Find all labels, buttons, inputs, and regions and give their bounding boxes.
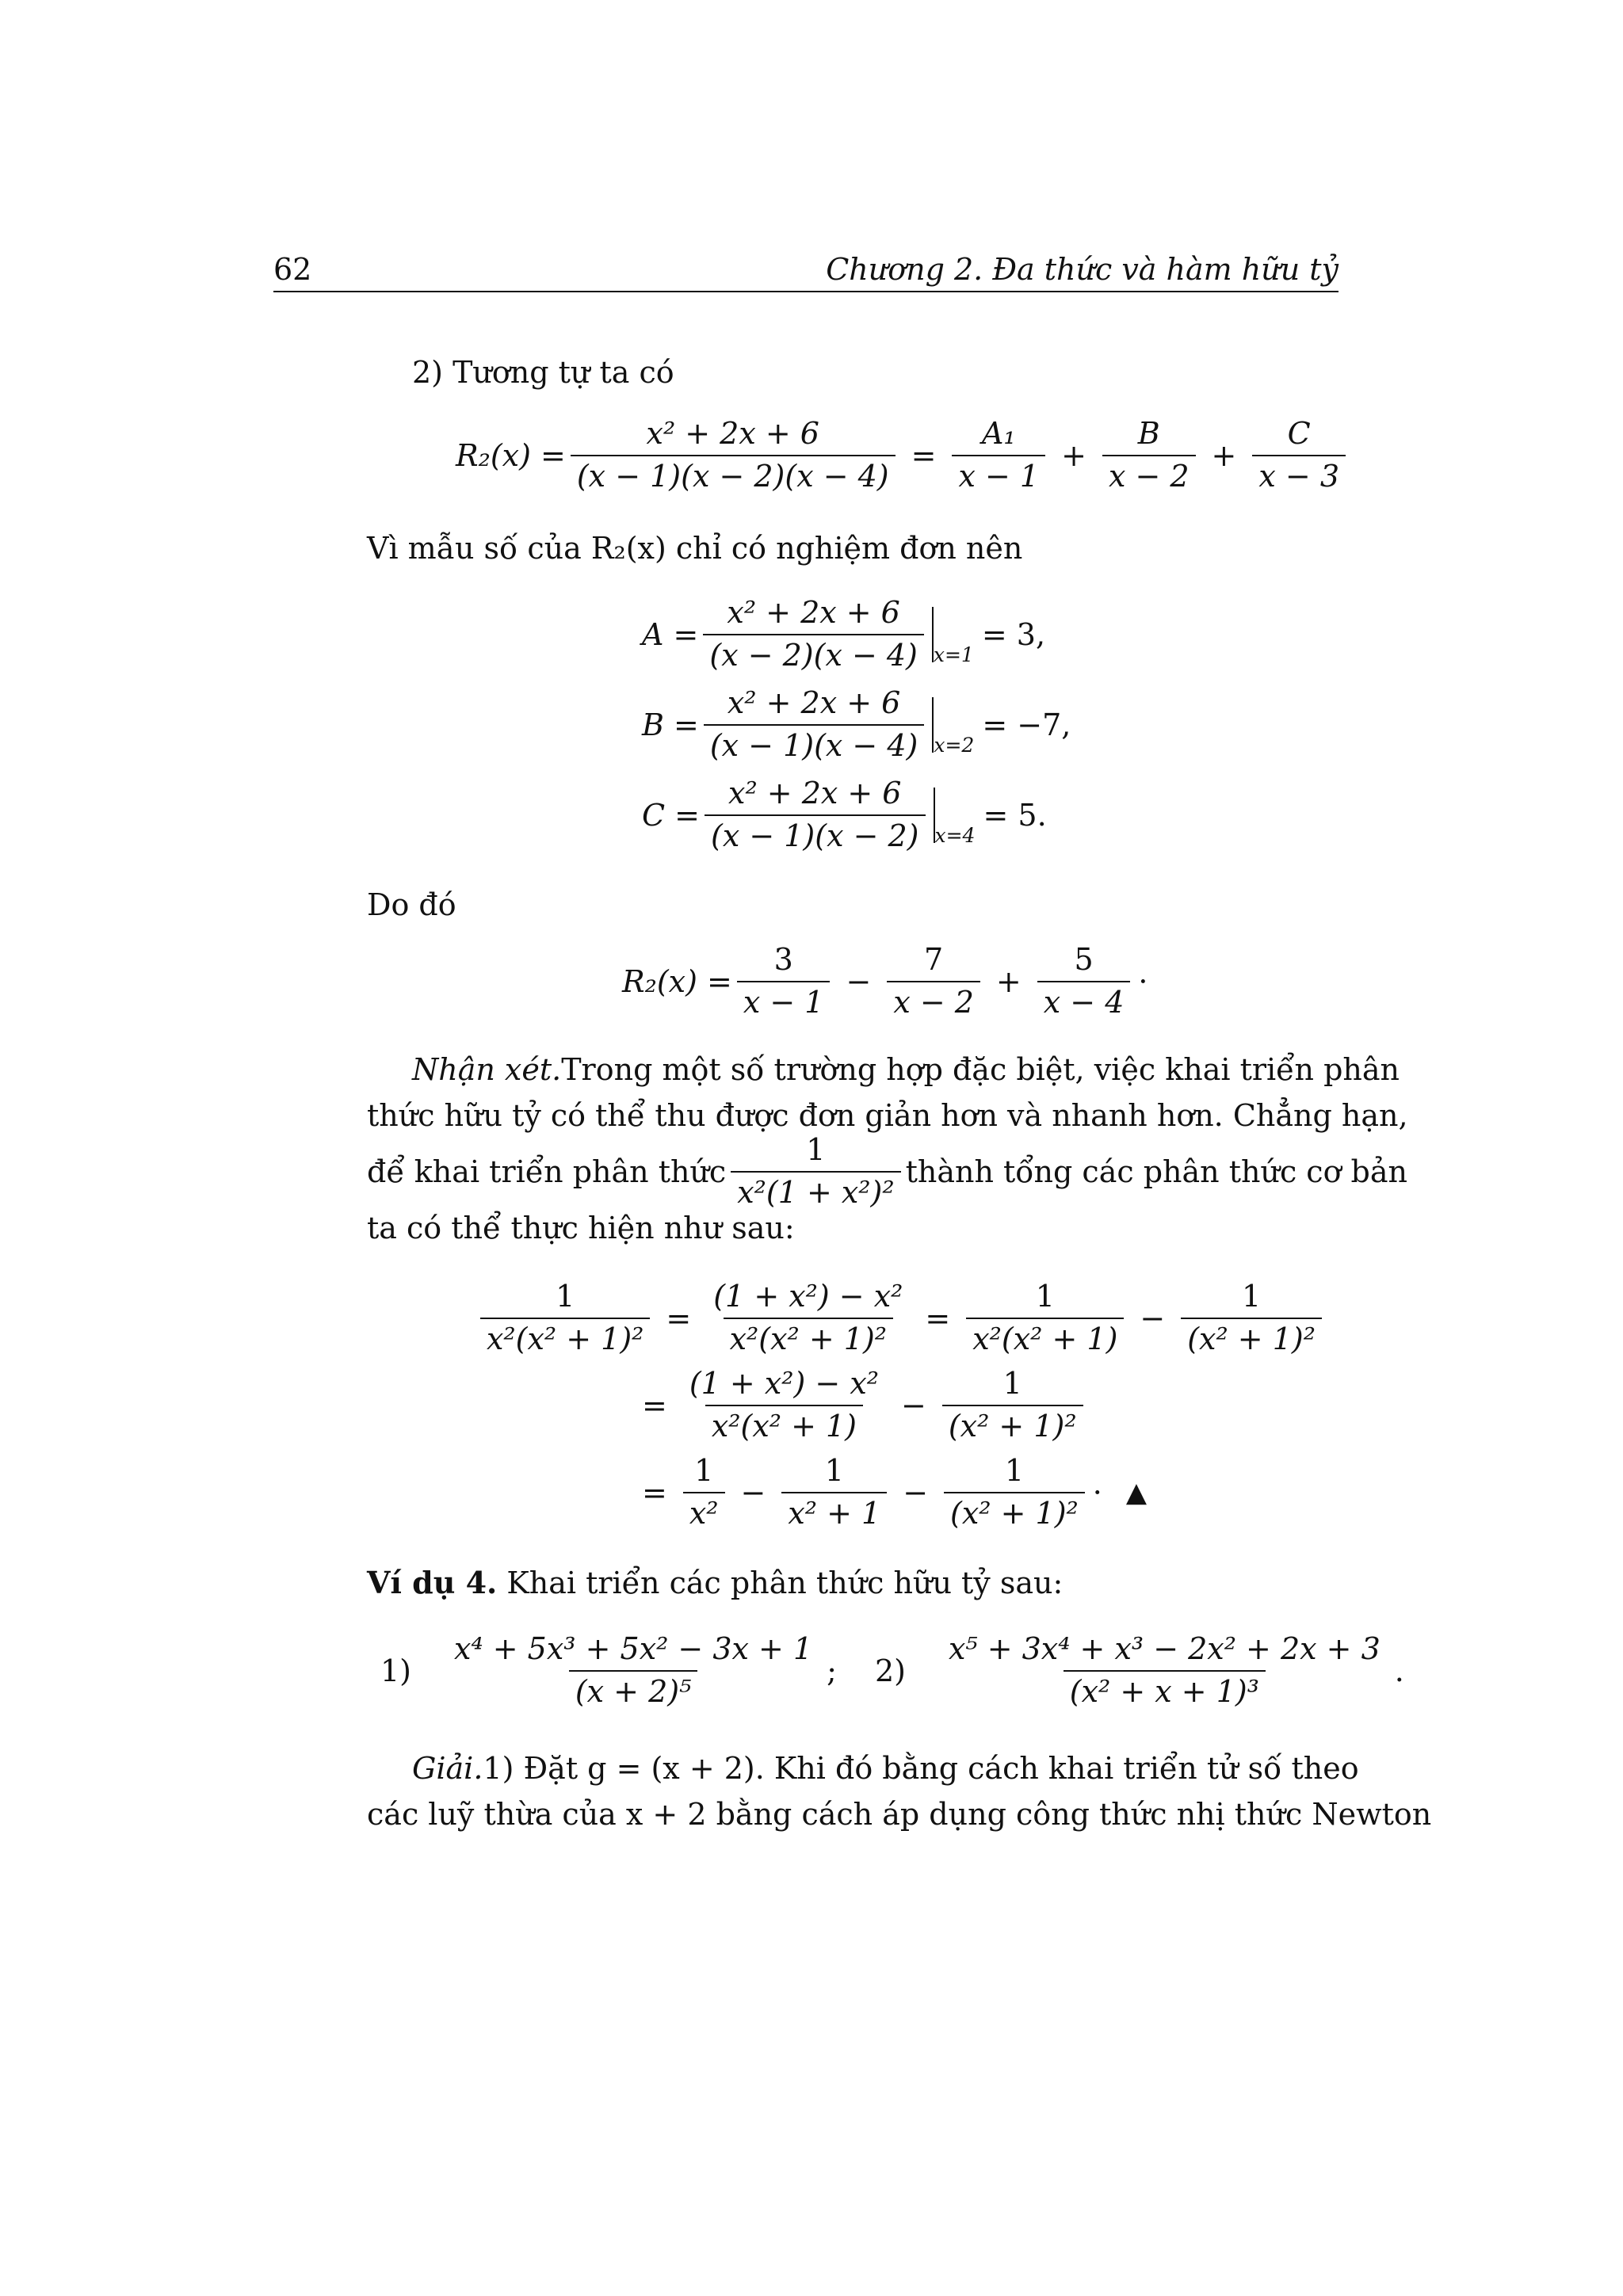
header-rule xyxy=(273,291,1338,292)
eq-coef-a: A = $\frac{\text{x² + 2x + 6}}{(x - 2)(x - 4)}$ x=1 = 3, xyxy=(642,595,1046,673)
chapter-title: Chương 2. Đa thức và hàm hữu tỷ xyxy=(826,252,1338,287)
fraction: $\frac{5}{x - 4}$ xyxy=(1037,943,1131,1020)
eq-coef-b: B = $\frac{\text{x² + 2x + 6}}{(x - 1)(x - 4)}$ x=2 = −7, xyxy=(642,685,1071,763)
page-number: 62 xyxy=(273,252,312,287)
fraction: $\frac{1}{\text{x²(x² + 1)}}$ xyxy=(966,1280,1124,1356)
fraction: $\frac{7}{x - 2}$ xyxy=(887,943,980,1020)
fraction: $\frac{1}{\text{x² + 1}}$ xyxy=(781,1454,887,1531)
fraction: $\frac{\text{(1 + x²) − x²}}{\text{x²(x² + 1)}}$ xyxy=(689,1366,879,1444)
fraction: $\frac{\text{(1 + x²) − x²}}{\text{x²(x² + 1)²}}$ xyxy=(713,1279,903,1356)
fraction: $\frac{3}{x - 1}$ xyxy=(737,943,831,1020)
remark-line-1: Nhận xét. Trong một số trường hợp đặc biệt, việc khai triển phân xyxy=(412,1052,1400,1087)
eq-r2-result: R₂(x) = $\frac{3}{x - 1}$ − $\frac{7}{x - 2}$ + $\frac{5}{x - 4}$ · xyxy=(622,942,1148,1020)
remark-line-4: ta có thể thực hiện như sau: xyxy=(367,1211,795,1245)
simple-roots-text: Vì mẫu số của R₂(x) chỉ có nghiệm đơn nên xyxy=(367,531,1023,566)
fraction: $\frac{\text{A₁}}{x - 1}$ xyxy=(952,417,1045,494)
solution-line-1: Giải. 1) Đặt g = (x + 2). Khi đó bằng cách khai triển tử số theo xyxy=(412,1751,1359,1786)
example-4-items: 1) $\frac{\text{x⁴ + 5x³ + 5x² − 3x + 1}}{\text{(x + 2)⁵}}$ ; 2) $\frac{\text{x⁵ + 3x⁴ + x³ − 2x² + 2x + 3}}{\text{(x² + x + 1)³}}$ . xyxy=(380,1631,1404,1709)
eq-remark-row-1: $\frac{1}{\text{x²(x² + 1)²}}$ = $\frac{\text{(1 + x²) − x²}}{\text{x²(x² + 1)²}}$ = $\frac{1}{\text{x²(x² + 1)}}$ − $\frac{1}{\text{(x² + 1)²}}$ xyxy=(475,1280,1327,1356)
fraction: $\frac{\text{x⁴ + 5x³ + 5x² − 3x + 1}}{\text{(x + 2)⁵}}$ xyxy=(454,1631,813,1709)
solution-line-2: các luỹ thừa của x + 2 bằng cách áp dụng công thức nhị thức Newton xyxy=(367,1797,1432,1832)
remark-label: Nhận xét. xyxy=(412,1052,562,1087)
remark-line-3: để khai triển phân thức $\frac{1}{\text{x²(1 + x²)²}}$ thành tổng các phân thức cơ bản xyxy=(367,1132,1407,1210)
solution-label: Giải. xyxy=(412,1751,483,1786)
therefore-text: Do đó xyxy=(367,887,456,922)
fraction: $\frac{\text{x² + 2x + 6}}{(x - 1)(x - 4)}$ xyxy=(704,686,925,763)
remark-line-2: thức hữu tỷ có thể thu được đơn giản hơn và nhanh hơn. Chẳng hạn, xyxy=(367,1098,1408,1133)
fraction: $\frac{1}{\text{x²(x² + 1)²}}$ xyxy=(480,1280,650,1356)
fraction: $\frac{\text{x² + 2x + 6}}{(x - 1)(x - 2)(x - 4)}$ xyxy=(571,417,896,494)
fraction: $\frac{\text{x² + 2x + 6}}{(x - 2)(x - 4)}$ xyxy=(703,596,924,673)
fraction: $\frac{\text{x² + 2x + 6}}{(x - 1)(x - 2)}$ xyxy=(705,776,926,853)
inline-fraction: $\frac{1}{\text{x²(1 + x²)²}}$ xyxy=(731,1133,900,1210)
part2-intro: 2) Tương tự ta có xyxy=(412,355,674,390)
fraction: $\frac{1}{\text{(x² + 1)²}}$ xyxy=(1181,1280,1322,1356)
example-label: Ví dụ 4. xyxy=(367,1565,498,1600)
example-4-heading: Ví dụ 4. Khai triển các phân thức hữu tỷ sau: xyxy=(367,1565,1064,1600)
eq-lhs: R₂(x) = xyxy=(456,437,566,473)
eq-r2-decomposition: R₂(x) = $\frac{\text{x² + 2x + 6}}{(x - 1)(x - 2)(x - 4)}$ = $\frac{\text{A₁}}{x - 1}$ + $\frac{B}{x - 2}$ + $\frac{C}{x - 3}$ xyxy=(456,417,1350,494)
eq-coef-c: C = $\frac{\text{x² + 2x + 6}}{(x - 1)(x - 2)}$ x=4 = 5. xyxy=(642,776,1047,853)
fraction: $\frac{1}{\text{x²}}$ xyxy=(683,1454,725,1531)
fraction: $\frac{1}{\text{(x² + 1)²}}$ xyxy=(942,1367,1083,1444)
fraction: $\frac{1}{\text{(x² + 1)²}}$ xyxy=(944,1454,1085,1531)
end-of-proof-mark: ▲ xyxy=(1125,1476,1148,1508)
eq-remark-row-2: = $\frac{\text{(1 + x²) − x²}}{\text{x²(x² + 1)}}$ − $\frac{1}{\text{(x² + 1)²}}$ xyxy=(642,1367,1088,1444)
fraction: $\frac{\text{x⁵ + 3x⁴ + x³ − 2x² + 2x + 3}}{\text{(x² + x + 1)³}}$ xyxy=(948,1631,1381,1709)
fraction: $\frac{B}{x - 2}$ xyxy=(1102,417,1196,494)
running-header xyxy=(273,252,1338,292)
eq-remark-row-3: = $\frac{1}{\text{x²}}$ − $\frac{1}{\text{x² + 1}}$ − $\frac{1}{\text{(x² + 1)²}}$ · ▲ xyxy=(642,1453,1148,1531)
fraction: $\frac{C}{x - 3}$ xyxy=(1252,417,1346,494)
